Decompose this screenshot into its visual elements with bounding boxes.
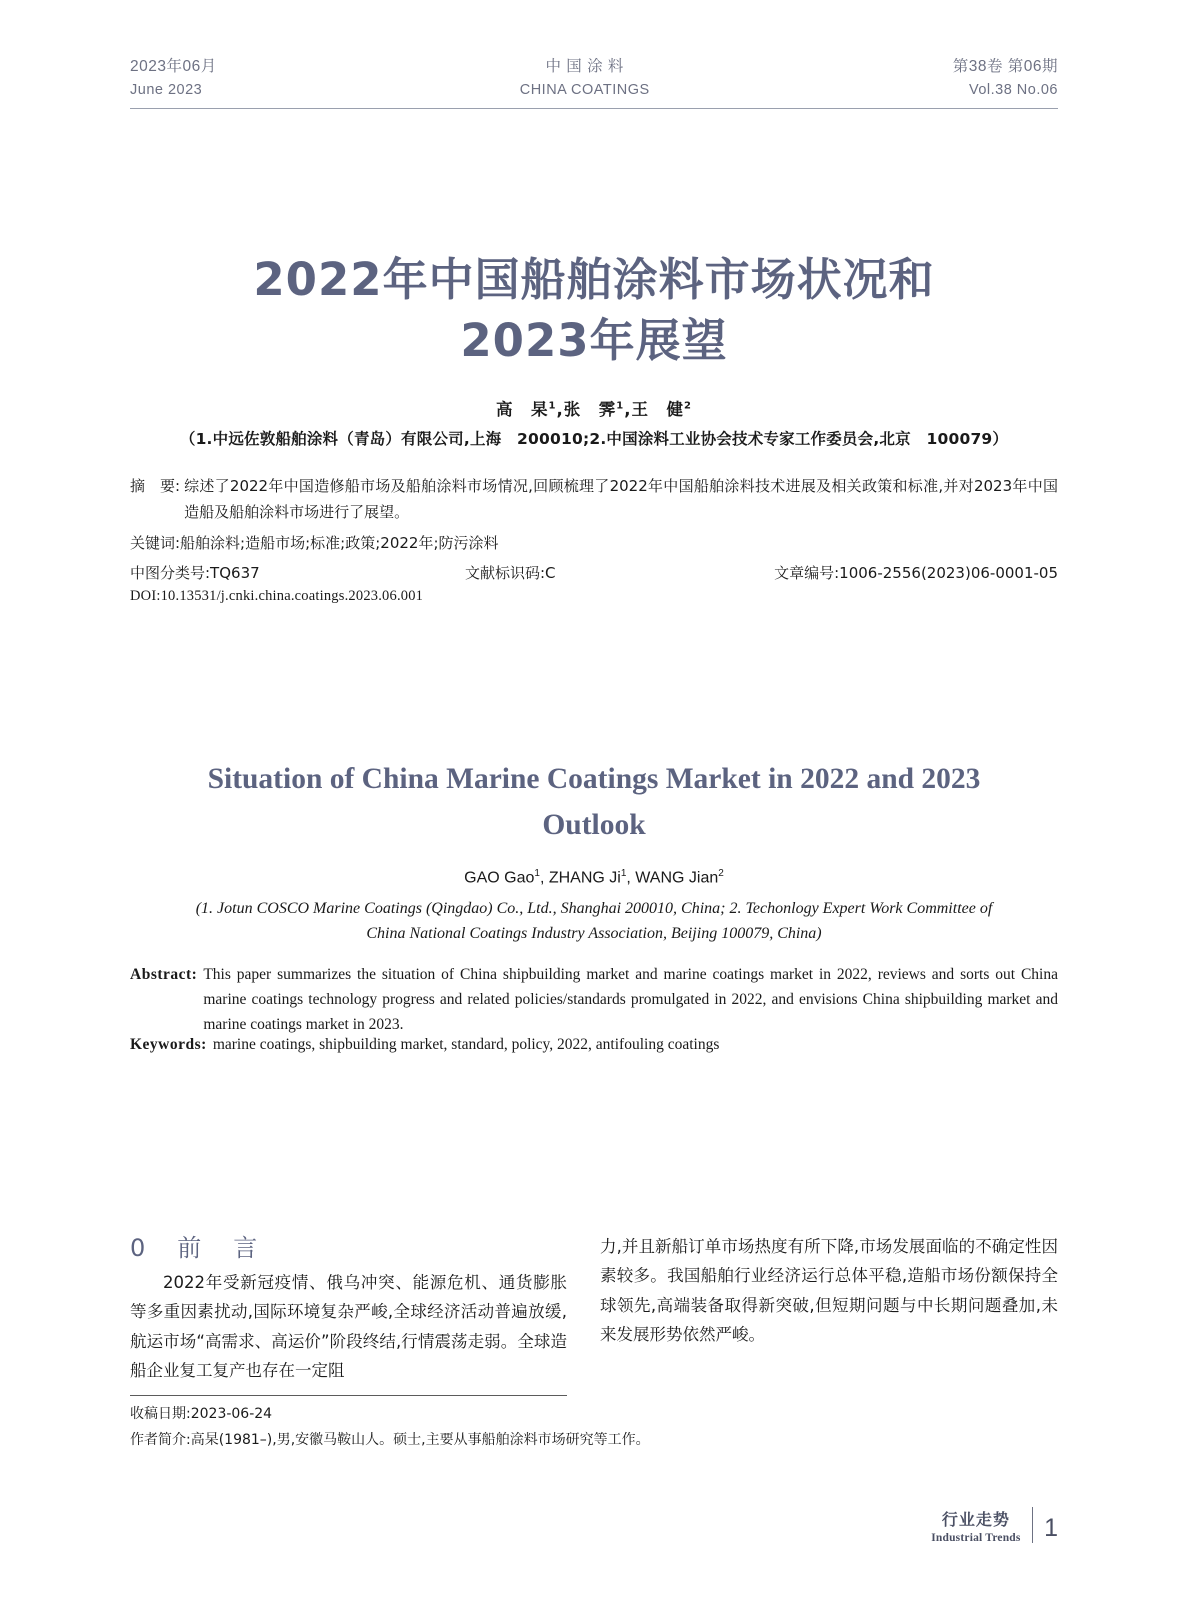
abstract-en-text: This paper summarizes the situation of China shipbuilding market and marine coatings market in 2022, reviews and sorts out China marine coatings technology progress and related policies/standards promulgated in 2022, and envisions China shipbuilding market and marine coatings market in 2023. xyxy=(203,966,1058,1034)
keywords-cn: 关键词:船舶涂料;造船市场;标准;政策;2022年;防污涂料 xyxy=(130,534,499,552)
document-code: 文献标识码:C xyxy=(465,564,556,582)
running-head-left xyxy=(130,55,217,101)
body-paragraph-left: 2022年受新冠疫情、俄乌冲突、能源危机、通货膨胀等多重因素扰动,国际环境复杂严峻,全球经济活动普遍放缓,航运市场“高需求、高运价”阶段终结,行情震荡走弱。全球造船企业复工复产也存在一定阻 xyxy=(130,1273,567,1381)
running-head-center xyxy=(520,55,650,101)
footer-section-en: Industrial Trends xyxy=(931,1531,1021,1544)
footnote-received-date: 收稿日期:2023-06-24 xyxy=(130,1406,273,1422)
affiliation-en xyxy=(160,897,1028,947)
body-column-left xyxy=(130,1268,567,1385)
journal-name-cn: 中 国 涂 料 xyxy=(545,58,624,75)
footnote-author-bio: 作者简介:高杲(1981–),男,安徽马鞍山人。硕士,主要从事船舶涂料市场研究等工作。 xyxy=(130,1431,650,1448)
running-head-date-cn: 2023年06月 xyxy=(130,58,217,75)
article-id: 文章编号:1006-2556(2023)06-0001-05 xyxy=(774,564,1058,582)
keywords-en-text: marine coatings, shipbuilding market, standard, policy, 2022, antifouling coatings xyxy=(212,1036,720,1053)
page-number: 1 xyxy=(1044,1514,1058,1542)
page-title-en xyxy=(130,757,1058,848)
running-head xyxy=(130,55,1058,101)
page-title-en-line2: Outlook xyxy=(542,808,646,841)
footnote-divider xyxy=(130,1395,567,1396)
footnotes xyxy=(130,1402,830,1454)
running-head-divider xyxy=(130,108,1058,109)
body-column-right xyxy=(600,1232,1058,1349)
volume-issue-cn: 第38卷 第06期 xyxy=(952,58,1058,75)
keywords-en-label: Keywords: xyxy=(130,1036,207,1053)
footer-divider xyxy=(1032,1507,1034,1543)
page-title-cn xyxy=(130,250,1058,372)
section-heading-introduction: 0 前 言 xyxy=(130,1234,262,1262)
affiliation-en-line2: China National Coatings Industry Association, Beijing 100079, China) xyxy=(366,924,822,942)
abstract-cn-text: 综述了2022年中国造修船市场及船舶涂料市场情况,回顾梳理了2022年中国船舶涂料技术进展及相关政策和标准,并对2023年中国造船及船舶涂料市场进行了展望。 xyxy=(184,477,1058,522)
abstract-en xyxy=(130,962,1058,1037)
running-head-date-en: June 2023 xyxy=(130,82,203,99)
page-title-cn-line2: 2023年展望 xyxy=(460,313,728,367)
abstract-en-label: Abstract: xyxy=(130,966,198,983)
running-head-right xyxy=(953,55,1058,101)
classification-codes xyxy=(130,562,1058,583)
abstract-cn xyxy=(130,473,1058,526)
body-paragraph-right: 力,并且新船订单市场热度有所下降,市场发展面临的不确定性因素较多。我国船舶行业经济运行总体平稳,造船市场份额保持全球领先,高端装备取得新突破,但短期问题与中长期问题叠加,未来发展形势依然严峻。 xyxy=(600,1237,1058,1345)
abstract-cn-label: 摘 要: xyxy=(130,477,181,495)
clc-number: 中图分类号:TQ637 xyxy=(130,564,260,582)
journal-name-en: CHINA COATINGS xyxy=(519,82,650,99)
page-title-cn-line1: 2022年中国船舶涂料市场状况和 xyxy=(253,253,935,306)
doi-text: DOI:10.13531/j.cnki.china.coatings.2023.06.001 xyxy=(130,588,424,604)
affiliation-cn: （1.中远佐敦船舶涂料（青岛）有限公司,上海 200010;2.中国涂料工业协会技术专家工作委员会,北京 100079） xyxy=(179,430,1009,448)
footer-section-cn: 行业走势 xyxy=(941,1509,1010,1529)
volume-issue-en: Vol.38 No.06 xyxy=(968,82,1058,99)
keywords-en xyxy=(130,1033,1058,1058)
page-footer xyxy=(931,1507,1058,1545)
authors-cn: 高 杲$^1$,张 霁$^1$,王 健$^2$ xyxy=(496,400,692,419)
authors-en: GAO Gao$^1$, ZHANG Ji$^1$, WANG Jian$^2$ xyxy=(464,868,724,887)
footer-section-label xyxy=(931,1510,1020,1545)
page-title-en-line1: Situation of China Marine Coatings Market in 2022 and 2023 xyxy=(207,763,981,795)
affiliation-en-line1: (1. Jotun COSCO Marine Coatings (Qingdao) Co., Ltd., Shanghai 200010, China; 2. Techonlogy Expert Work Committee of xyxy=(195,900,993,917)
